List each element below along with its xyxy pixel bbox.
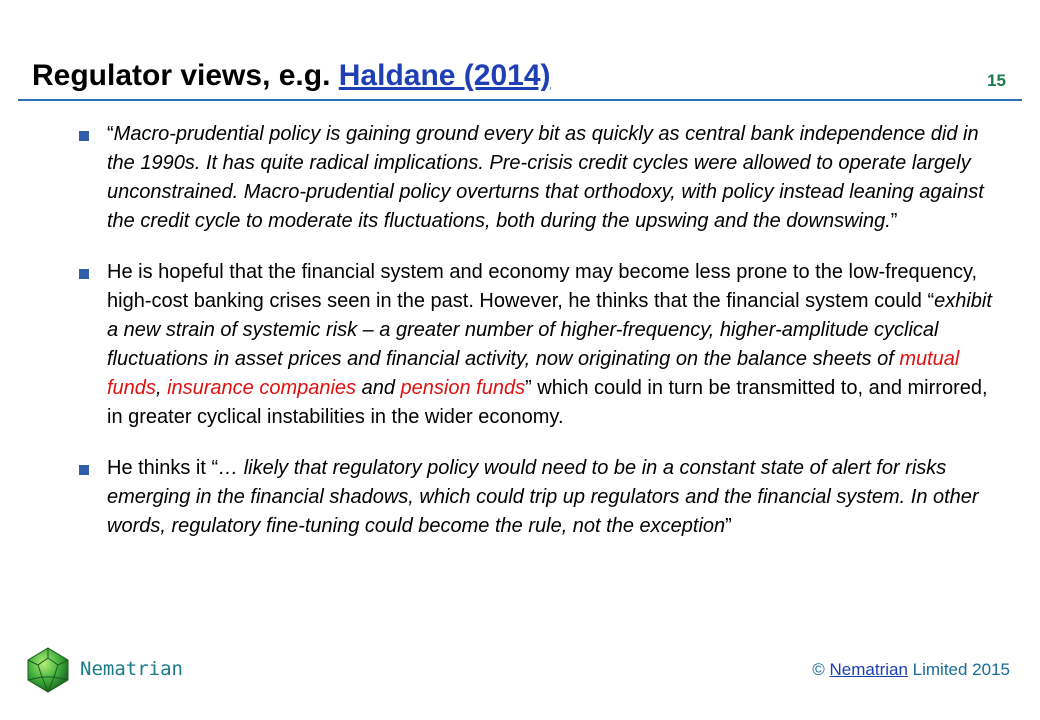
bullet-text: He thinks it “ xyxy=(107,457,219,479)
bullet-list xyxy=(75,120,1000,563)
page-number: 15 xyxy=(987,71,1006,90)
square-bullet-icon xyxy=(79,465,89,475)
dodecahedron-logo-icon xyxy=(24,646,72,694)
title-divider xyxy=(18,99,1022,101)
nematrian-link[interactable]: Nematrian xyxy=(829,660,908,679)
slide-header xyxy=(32,56,1022,100)
quote-open: “ xyxy=(107,123,114,145)
bullet-item xyxy=(75,120,1000,236)
copyright-suffix: Limited 2015 xyxy=(907,660,1010,679)
quote-close: ” xyxy=(725,515,732,537)
systemic-risk-quote: exhibit a new strain of systemic risk – a greater number of higher-frequency, higher-amplitude cyclical fluctuations in asset prices and financial activity, now originating on the balance sheets of xyxy=(107,290,992,370)
copyright-prefix: © xyxy=(812,660,830,679)
bullet-text: ” which could in turn be transmitted to, and mirrored, in greater cyclical instabilities in the wider economy. xyxy=(107,377,988,428)
square-bullet-icon xyxy=(79,269,89,279)
brand-name: Nematrian xyxy=(80,658,183,680)
pension-funds-highlight: pension funds xyxy=(400,377,526,399)
insurance-companies-highlight: insurance companies xyxy=(167,377,357,399)
regulatory-quote: … likely that regulatory policy would need to be in a constant state of alert for risks emerging in the financial shadows, which could trip up regulators and the financial system. In other words, regulatory fine-tuning could become the rule, not the exception xyxy=(107,457,979,537)
quote-close: ” xyxy=(890,210,898,232)
bullet-text: , xyxy=(155,377,168,399)
haldane-2014-link[interactable]: Haldane (2014) xyxy=(338,59,551,92)
bullet-text: and xyxy=(356,377,401,399)
bullet-text: He is hopeful that the financial system and economy may become less prone to the low-frequency, high-cost banking crises seen in the past. However, he thinks that the financial system could “ xyxy=(107,261,978,312)
square-bullet-icon xyxy=(79,131,89,141)
bullet-item xyxy=(75,258,1000,432)
bullet-item xyxy=(75,454,1000,541)
copyright xyxy=(812,660,1010,680)
mutual-funds-highlight: mutual funds xyxy=(107,348,960,399)
macro-prudential-quote: Macro-prudential policy is gaining ground every bit as quickly as central bank independence did in the 1990s. It has quite radical implications. Pre-crisis credit cycles were allowed to operate largely unconstrained. Macro-prudential policy overturns that orthodoxy, with policy instead leaning against the credit cycle to moderate its fluctuations, both during the upswing and the downswing. xyxy=(107,123,984,232)
slide-title xyxy=(32,56,551,96)
title-prefix: Regulator views, e.g. xyxy=(32,59,339,92)
